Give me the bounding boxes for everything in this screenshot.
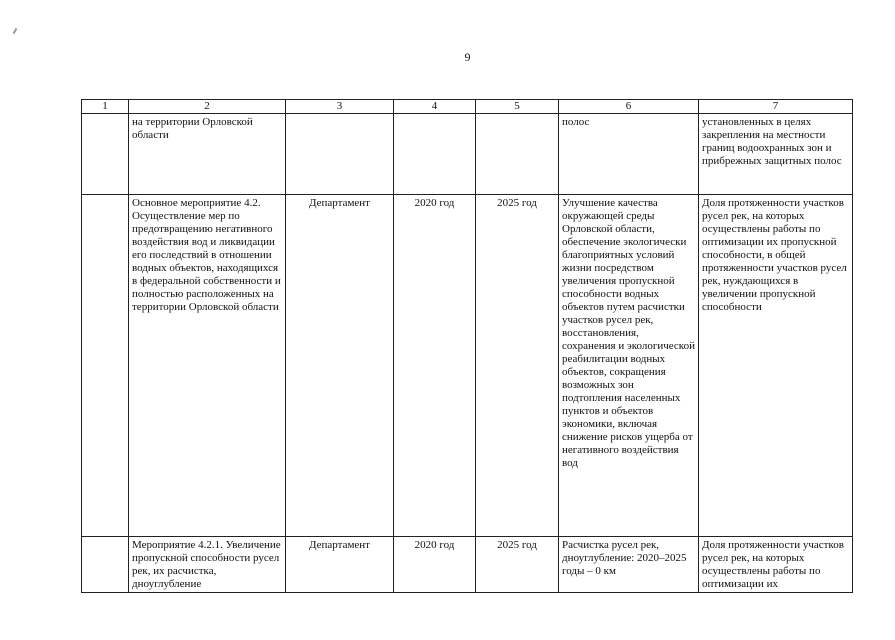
header-col-6: 6 — [559, 100, 699, 114]
cell-result: полос — [559, 114, 699, 195]
cell-measure: Мероприятие 4.2.1. Увеличение пропускной способности русел рек, их расчистка, дноуглубление — [129, 537, 286, 593]
cell-start — [394, 114, 476, 195]
header-col-2: 2 — [129, 100, 286, 114]
cell-end — [476, 114, 559, 195]
cell-result: Улучшение качества окружающей среды Орловской области, обеспечение экологически благоприятных условий жизни посредством увеличения пропускной способности водных объектов путем расчистки участков русел рек, восстановления, сохранения и экологической реабилитации водных объектов, сокращения возможных зон подтопления населенных пунктов и объектов экономики, включая снижение рисков ущерба от негативного воздействия вод — [559, 195, 699, 537]
program-table — [81, 99, 853, 593]
cell-number — [82, 537, 129, 593]
header-col-7: 7 — [699, 100, 853, 114]
cell-indicator: Доля протяженности участков русел рек, на которых осуществлены работы по оптимизации их — [699, 537, 853, 593]
header-row — [82, 100, 853, 114]
page-number: 9 — [464, 50, 471, 64]
cell-number — [82, 195, 129, 537]
cell-start: 2020 год — [394, 195, 476, 537]
table-row — [82, 195, 853, 537]
header-col-1: 1 — [82, 100, 129, 114]
cell-indicator: Доля протяженности участков русел рек, на которых осуществлены работы по оптимизации их пропускной способности, в общей протяженности участков русел рек, нуждающихся в увеличении пропускной способности — [699, 195, 853, 537]
scan-artifact — [13, 28, 18, 34]
cell-end: 2025 год — [476, 195, 559, 537]
cell-indicator: установленных в целях закрепления на местности границ водоохранных зон и прибрежных защитных полос — [699, 114, 853, 195]
cell-number — [82, 114, 129, 195]
header-col-5: 5 — [476, 100, 559, 114]
cell-executor — [286, 114, 394, 195]
cell-measure: на территории Орловской области — [129, 114, 286, 195]
header-col-4: 4 — [394, 100, 476, 114]
cell-start: 2020 год — [394, 537, 476, 593]
cell-result: Расчистка русел рек, дноуглубление: 2020–2025 годы – 0 км — [559, 537, 699, 593]
cell-measure: Основное мероприятие 4.2. Осуществление мер по предотвращению негативного воздействия вод и ликвидации его последствий в отношении водных объектов, находящихся в федеральной собственности и полностью расположенных на территории Орловской области — [129, 195, 286, 537]
table-row — [82, 537, 853, 593]
cell-executor: Департамент — [286, 537, 394, 593]
cell-end: 2025 год — [476, 537, 559, 593]
header-col-3: 3 — [286, 100, 394, 114]
table-row — [82, 114, 853, 195]
cell-executor: Департамент — [286, 195, 394, 537]
